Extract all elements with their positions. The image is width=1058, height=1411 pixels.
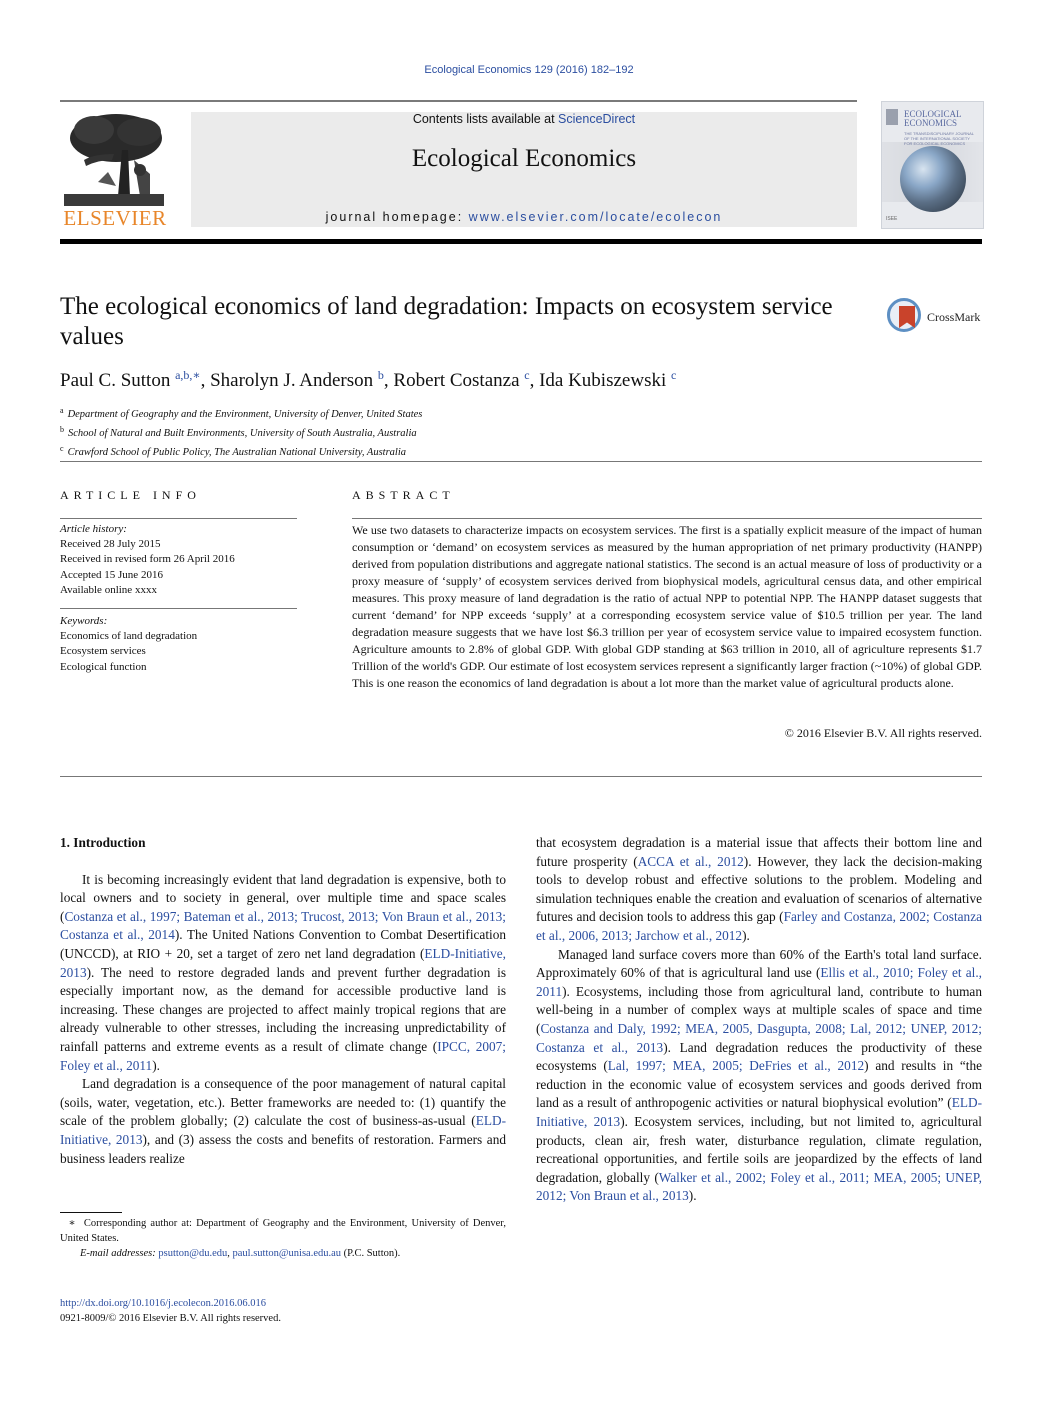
doi-footer — [60, 1296, 281, 1326]
corresponding-author-note — [60, 1216, 506, 1246]
author-list — [60, 368, 676, 392]
author-name[interactable]: Ida Kubiszewski — [539, 370, 667, 391]
homepage-prefix: journal homepage: — [325, 210, 469, 224]
text-run: ). However, they lack the decision-making tools to develop robust and effective solutions to the problem. Modeling and simulation techniques enable the creation and evaluation of scenarios of alternative futures and decision tools to address this gap ( — [536, 853, 982, 925]
email-label: E-mail addresses: — [80, 1248, 156, 1259]
history-item: Received in revised form 26 April 2016 — [60, 553, 235, 566]
keywords-heading: Keywords: — [60, 615, 108, 627]
text-run: ), and (3) assess the costs and benefits of restoration. Farmers and business leaders realize — [60, 1131, 506, 1166]
elsevier-tree-icon — [64, 110, 164, 206]
journal-reference-link[interactable]: Ecological Economics 129 (2016) 182–192 — [424, 64, 634, 76]
paragraph — [60, 871, 506, 1076]
abstract-heading: ABSTRACT — [352, 488, 455, 502]
abstract-copyright: © 2016 Elsevier B.V. All rights reserved. — [784, 726, 982, 740]
author-separator: , — [200, 370, 211, 391]
email-line: E-mail addresses: psutton@du.edu, paul.sutton@unisa.edu.au (P.C. Sutton). — [80, 1248, 401, 1259]
author-name[interactable]: Sharolyn J. Anderson — [210, 370, 374, 391]
cover-title — [904, 110, 962, 128]
journal-cover-thumbnail[interactable] — [881, 101, 984, 229]
contents-prefix: Contents lists available at — [412, 112, 559, 126]
text-run: It is becoming increasingly evident that land degradation is expensive, both to local owners and to society in general, over multiple time and space scales ( — [60, 871, 506, 924]
citation-link[interactable]: Costanza et al., 1997; Bateman et al., 2013; Trucost, 2013; Von Braun et al., 2013; Costanza et al., 2014 — [60, 908, 506, 943]
text-run: ). The need to restore degraded lands and prevent further degradation is especially important now, as the demand for accessible productive land is increasing. These changes are projected to affect mainly tropical regions that are already vulnerable to other stresses, including the increasing unpredictability of rainfall patterns and extreme events as a result of climate change ( — [60, 964, 506, 1054]
author-affiliation-marker[interactable]: b — [377, 368, 384, 382]
divider — [60, 461, 982, 462]
citation-link[interactable]: ELD-Initiative, 2013 — [60, 1113, 506, 1147]
text-run: ). Land degradation reduces the productivity of these ecosystems ( — [536, 1039, 982, 1074]
divider — [60, 518, 297, 519]
article-history-heading: Article history: — [60, 523, 127, 535]
affiliation-text: Crawford School of Public Policy, The Australian National University, Australia — [67, 447, 406, 458]
citation-link[interactable]: Farley and Costanza, 2002; Costanza et al., 2006, 2013; Jarchow et al., 2012 — [536, 909, 982, 943]
citation-link[interactable]: ELD-Initiative, 2013 — [60, 945, 506, 980]
cover-title-line-2: ECONOMICS — [904, 118, 958, 128]
citation-link[interactable]: ACCA et al., 2012 — [637, 853, 744, 869]
text-run: ). The United Nations Convention to Combat Desertification (UNCCD), at RIO + 20, set a target of zero net land degradation ( — [60, 927, 507, 961]
keyword-item: Ecological function — [60, 660, 147, 673]
cover-elsevier-badge-icon — [886, 109, 898, 125]
history-item: Accepted 15 June 2016 — [60, 568, 163, 581]
affiliation-key: c — [60, 444, 64, 453]
text-run: that ecosystem degradation is a material issue that affects their bottom line and future prosperity ( — [536, 835, 982, 869]
citation-link[interactable]: ELD-Initiative, 2013 — [536, 1095, 982, 1129]
article-title: The ecological economics of land degradation: Impacts on ecosystem service values — [60, 293, 833, 350]
affiliation-text: Department of Geography and the Environment, University of Denver, United States — [67, 409, 423, 420]
elsevier-wordmark: ELSEVIER — [63, 206, 167, 230]
journal-banner — [191, 112, 857, 227]
author-name[interactable]: Paul C. Sutton — [60, 370, 171, 391]
cover-footer: ISEE — [886, 216, 898, 222]
text-run: ). — [742, 927, 750, 943]
keyword-item: Economics of land degradation — [60, 630, 198, 643]
text-run: Managed land surface covers more than 60% of the Earth's total land surface. Approximately 60% of that is agricultural land use ( — [536, 946, 982, 981]
crossmark-button[interactable] — [887, 298, 987, 338]
keywords — [60, 614, 300, 675]
author-name[interactable]: Robert Costanza — [393, 370, 520, 391]
paragraph — [536, 946, 982, 1206]
section-heading-introduction: 1. Introduction — [60, 835, 146, 850]
doi-link[interactable]: http://dx.doi.org/10.1016/j.ecolecon.2016.06.016 — [60, 1298, 266, 1309]
citation-link[interactable]: Costanza and Daly, 1992; MEA, 2005, Dasgupta, 2008; Lal, 2012; UNEP, 2012; Costanza et al., 2013 — [536, 1020, 982, 1055]
citation-link[interactable]: Lal, 1997; MEA, 2005; DeFries et al., 2012 — [607, 1058, 865, 1074]
affiliation-key: b — [60, 425, 64, 434]
body-column-left — [60, 834, 506, 1168]
sciencedirect-link[interactable]: ScienceDirect — [558, 112, 636, 126]
author-affiliation-marker[interactable]: c — [671, 368, 677, 382]
cover-title-line-1: ECOLOGICAL — [904, 109, 962, 119]
text-run: ) and results in “the reduction in the economic value of ecosystem services and goods derived from land as a result of anthropogenic activities or natural biophysical evolution” ( — [536, 1058, 982, 1111]
article-history — [60, 522, 300, 598]
email-link[interactable]: psutton@du.edu — [158, 1248, 228, 1259]
article-info-heading: ARTICLE INFO — [60, 488, 201, 502]
text-run: ). Ecosystem services, including, but not limited to, agricultural products, clean air, fresh water, disturbance regulation, climate regulation, recreational opportunities, and fertile soils are jeopardized by the effects of land degradation, globally ( — [536, 1113, 982, 1185]
author-separator: , — [383, 370, 394, 391]
divider — [60, 776, 982, 777]
history-item: Available online xxxx — [60, 583, 157, 596]
journal-reference[interactable] — [0, 64, 1058, 76]
issn-copyright: 0921-8009/© 2016 Elsevier B.V. All rights reserved. — [60, 1313, 281, 1324]
text-run: ). — [152, 1057, 160, 1073]
email-suffix: (P.C. Sutton). — [341, 1248, 401, 1259]
affiliation-key: a — [60, 406, 64, 415]
author-affiliation-marker[interactable]: a,b,∗ — [175, 368, 201, 382]
cover-globe-image — [900, 146, 966, 212]
divider — [352, 518, 982, 519]
affiliation-item — [60, 422, 422, 441]
history-item: Received 28 July 2015 — [60, 538, 161, 551]
affiliation-item — [60, 441, 422, 460]
paragraph — [60, 1075, 506, 1168]
text-run: ). — [688, 1188, 697, 1204]
cover-subtitle: THE TRANSDISCIPLINARY JOURNAL OF THE INTERNATIONAL SOCIETY FOR ECOLOGICAL ECONOMICS — [904, 131, 974, 146]
text-run: Land degradation is a consequence of the poor management of natural capital (soils, water, vegetation, etc.). Better frameworks are needed to: (1) quantify the scale of the problem globally; (2) calculate the cost of business-as-usual ( — [60, 1076, 506, 1129]
crossmark-icon — [887, 298, 921, 332]
corresponding-author-text: Corresponding author at: Department of Geography and the Environment, University of Denver, United States. — [60, 1218, 506, 1244]
footnote — [60, 1216, 506, 1261]
divider — [60, 608, 297, 609]
footnote-marker: ∗ — [68, 1218, 76, 1229]
citation-link[interactable]: Walker et al., 2002; Foley et al., 2011; MEA, 2005; UNEP, 2012; Von Braun et al., 2013 — [536, 1169, 982, 1204]
abstract-text: We use two datasets to characterize impacts on ecosystem services. The first is a spatially explicit measure of the impact of human consumption or ‘demand’ on ecosystem services as measured by the human appropriation of net primary productivity (HANPP) derived from population distributions and aggregate national statistics. The second is an actual measure of loss of productivity or a proxy measure of ‘supply’ of ecosystem services derived from biophysical models, agricultural census data, and other empirical measures. This proxy measure of land degradation is the ratio of actual NPP to potential NPP. The HANPP dataset suggests that current ‘demand’ for NPP exceeds ‘supply’ at a corresponding ecosystem service value of $10.5 trillion per year. The land degradation measure suggests that we have lost $6.3 trillion per year of ecosystem service value to impaired ecosystem function. Agriculture amounts to 2.8% of global GDP. With global GDP standing at $63 trillion in 2010, all of agriculture represents $1.7 Trillion of the world's GDP. Our estimate of lost ecosystem services represent a significantly larger fraction (~10%) of global GDP. This is one reason the economics of land degradation is about a lot more than the market value of agricultural products alone. — [352, 523, 982, 690]
text-run: ). Ecosystems, including those from agricultural land, contribute to human well-being in a number of complex ways at multiple scales of space and time ( — [536, 983, 982, 1036]
header-rule — [60, 100, 857, 102]
paragraph-continued — [536, 834, 982, 946]
affiliation-text: School of Natural and Built Environments, University of South Australia, Australia — [68, 428, 417, 439]
affiliation-list — [60, 403, 422, 460]
crossmark-ribbon-icon — [899, 306, 915, 328]
affiliation-item — [60, 403, 422, 422]
elsevier-logo[interactable] — [60, 110, 170, 230]
citation-link[interactable]: Ellis et al., 2010; Foley et al., 2011 — [536, 965, 982, 999]
contents-line — [191, 112, 857, 126]
homepage-line — [191, 210, 857, 224]
journal-name: Ecological Economics — [411, 145, 637, 172]
footnote-rule — [60, 1212, 122, 1213]
crossmark-label: CrossMark — [927, 310, 981, 324]
body-column-right — [536, 834, 982, 1206]
header-thick-rule — [60, 239, 982, 244]
email-link[interactable]: paul.sutton@unisa.edu.au — [232, 1248, 342, 1259]
citation-link[interactable]: IPCC, 2007; Foley et al., 2011 — [60, 1038, 507, 1073]
journal-homepage-link[interactable]: www.elsevier.com/locate/ecolecon — [468, 210, 723, 224]
keyword-item: Ecosystem services — [60, 645, 146, 658]
author-affiliation-marker[interactable]: c — [524, 368, 530, 382]
author-separator: , — [529, 370, 540, 391]
